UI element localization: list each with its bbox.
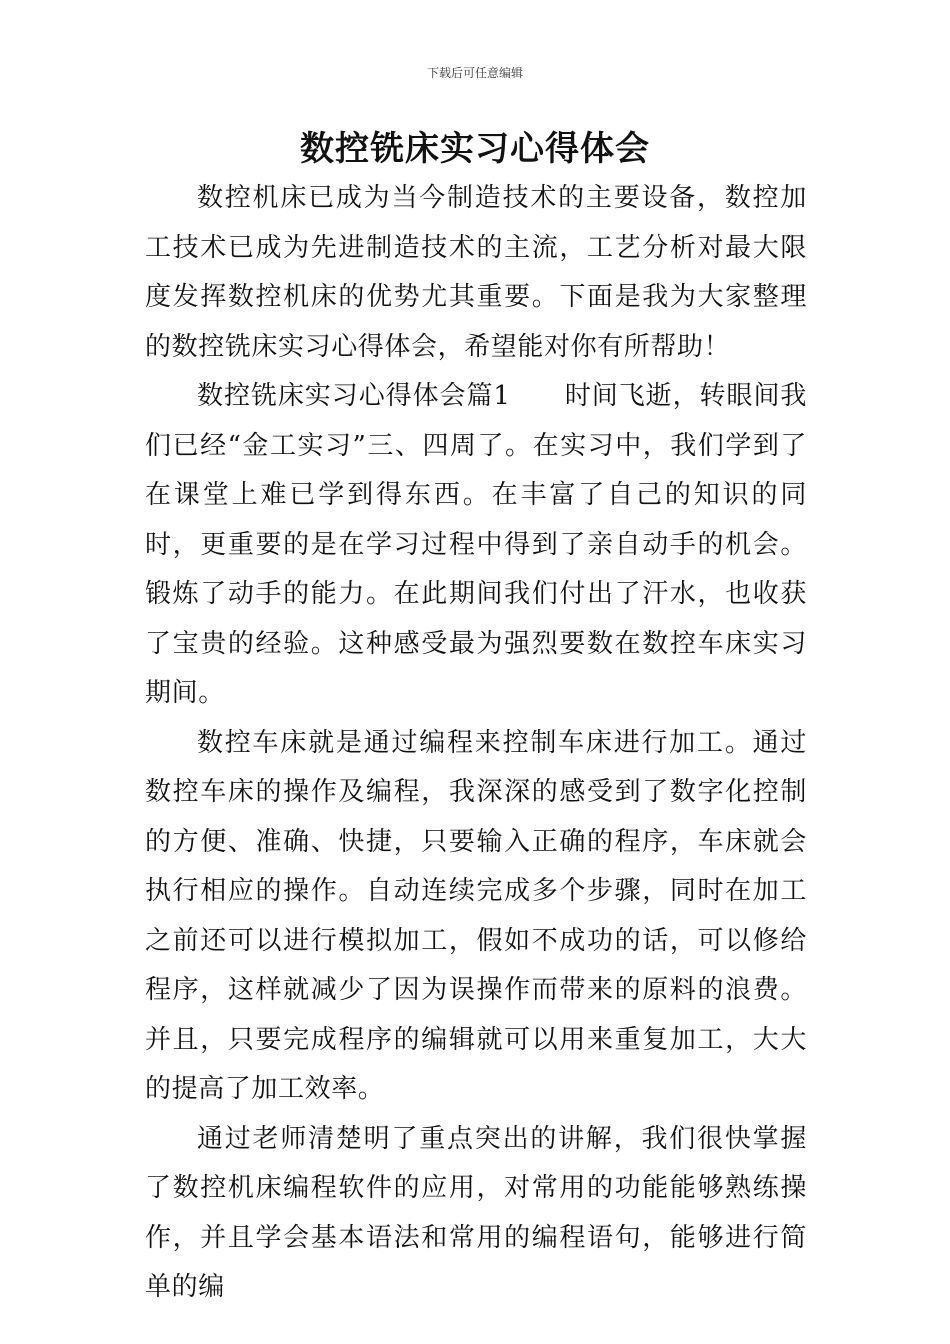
page-title: 数控铣床实习心得体会 <box>300 129 650 169</box>
paragraph-teacher: 通过老师清楚明了重点突出的讲解，我们很快掌握了数控机床编程软件的应用，对常用的功能能够熟练操作，并且学会基本语法和常用的编程语句，能够进行简单的编 <box>145 1123 807 1302</box>
paragraph-lathe: 数控车床就是通过编程来控制车床进行加工。通过数控车床的操作及编程，我深深的感受到了数字化控制的方便、准确、快捷，只要输入正确的程序，车床就会执行相应的操作。自动连续完成多个步骤，同时在加工之前还可以进行模拟加工，假如不成功的话，可以修给程序，这样就减少了因为误操作而带来的原料的浪费。并且，只要完成程序的编辑就可以用来重复加工，大大的提高了加工效率。 <box>145 727 807 1104</box>
document-body <box>145 174 807 1313</box>
header-note: 下载后可任意编辑 <box>426 66 523 80</box>
paragraph-intro: 数控机床已成为当今制造技术的主要设备，数控加工技术已成为先进制造技术的主流，工艺分析对最大限度发挥数控机床的优势尤其重要。下面是我为大家整理的数控铣床实习心得体会，希望能对你有所帮助！ <box>145 183 807 362</box>
paragraph-part-1: 数控铣床实习心得体会篇1 时间飞逝，转眼间我们已经“金工实习”三、四周了。在实习中，我们学到了在课堂上难已学到得东西。在丰富了自己的知识的同时，更重要的是在学习过程中得到了亲自动手的机会。锻炼了动手的能力。在此期间我们付出了汗水，也收获了宝贵的经验。这种感受最为强烈要数在数控车床实习期间。 <box>145 381 807 708</box>
